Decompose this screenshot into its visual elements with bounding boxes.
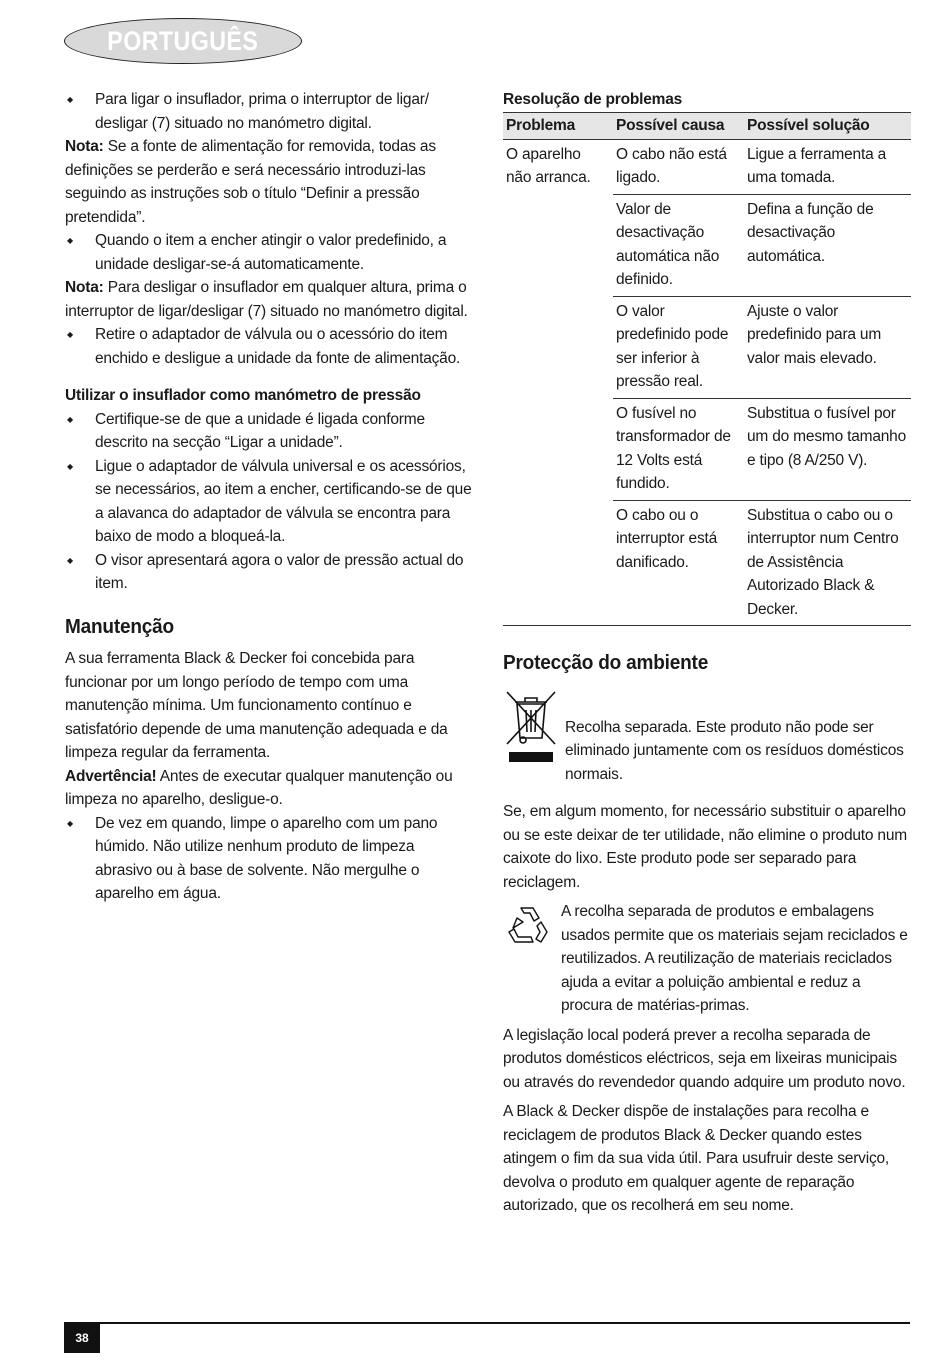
table-cell-problem [503, 500, 613, 626]
page-number: 38 [64, 1323, 100, 1353]
table-header-solution: Possível solução [744, 112, 911, 139]
bullet-switch-on: ◆ Para ligar o insuflador, prima o interruptor de ligar/ desligar (7) situado no manómetro digital. [65, 88, 475, 135]
left-column [65, 88, 475, 906]
table-cell-solution: Substitua o cabo ou o interruptor num Centro de Assistência Autorizado Black & Decker. [744, 500, 911, 626]
table-cell-cause: Valor de desactivação automática não definido. [613, 194, 744, 296]
disposal-paragraph: Se, em algum momento, for necessário substituir o aparelho ou se este deixar de ter utilidade, não elimine o produto num caixote do lixo. Este produto pode ser separado para reciclagem. [503, 803, 907, 891]
table-cell-solution: Ajuste o valor predefinido para um valor mais elevado. [744, 296, 911, 398]
table-row [503, 398, 911, 500]
crossed-bin-icon [503, 688, 565, 787]
table-cell-cause: O cabo não está ligado. [616, 145, 727, 186]
table-row [503, 500, 911, 626]
table-cell-solution: Ligue a ferramenta a uma tomada. [747, 145, 887, 186]
table-cell-solution: Defina a função de desactivação automática. [744, 194, 911, 296]
troubleshooting-table [503, 112, 911, 627]
bullet-gauge-display: ◆ O visor apresentará agora o valor de pressão actual do item. [65, 549, 475, 596]
language-label: PORTUGUÊS [107, 25, 259, 56]
bullet-cleaning: ◆ De vez em quando, limpe o aparelho com um pano húmido. Não utilize nenhum produto de limpeza abrasivo ou à base de solvente. Não mergulhe o aparelho em água. [65, 812, 475, 906]
table-cell-cause: O cabo ou o interruptor está danificado. [613, 500, 744, 626]
table-cell-cause: O valor predefinido pode ser inferior à pressão real. [613, 296, 744, 398]
recycle-text: A recolha separada de produtos e embalagens usados permite que os materiais sejam reciclados e reutilizados. A reutilização de materiais reciclados ajuda a evitar a poluição ambiental e reduz a procura de matérias-primas. [561, 903, 908, 1014]
weee-text: Recolha separada. Este produto não pode ser eliminado juntamente com os resíduos domésticos normais. [565, 718, 904, 783]
gauge-heading: Utilizar o insuflador como manómetro de pressão [65, 387, 421, 404]
recycle-block [503, 900, 913, 1018]
table-cell-problem [503, 398, 613, 500]
bullet-remove-adaptor: ◆ Retire o adaptador de válvula ou o acessório do item enchido e desligue a unidade da fonte de alimentação. [65, 323, 475, 370]
weee-block [503, 688, 913, 787]
table-row [503, 296, 911, 398]
language-badge [64, 18, 302, 64]
table-row [503, 139, 911, 194]
right-column [503, 88, 913, 1218]
table-header-problem: Problema [503, 112, 613, 139]
table-cell-solution: Substitua o fusível por um do mesmo tamanho e tipo (8 A/250 V). [744, 398, 911, 500]
collection-paragraph: A Black & Decker dispõe de instalações para recolha e reciclagem de produtos Black & Decker quando estes atingem o fim da sua vida útil. Para usufruir deste serviço, devolva o produto em qualquer agente de reparação autorizado, que os recolherá em seu nome. [503, 1103, 890, 1214]
table-cell-problem [503, 194, 613, 296]
warning-paragraph: Advertência! Antes de executar qualquer manutenção ou limpeza no aparelho, desligue-o. [65, 767, 453, 808]
note-power-removed: Nota: Se a fonte de alimentação for removida, todas as definições se perderão e será necessário introduzi-las seguindo as instruções sob o título “Definir a pressão pretendida”. [65, 138, 436, 226]
environment-heading: Protecção do ambiente [503, 652, 709, 674]
table-header-cause: Possível causa [613, 112, 744, 139]
legislation-paragraph: A legislação local poderá prever a recolha separada de produtos domésticos eléctricos, seja em lixeiras municipais ou através do revendedor quando adquire um produto novo. [503, 1026, 906, 1091]
maintenance-text: A sua ferramenta Black & Decker foi concebida para funcionar por um longo período de tempo com uma manutenção mínima. Um funcionamento contínuo e satisfatório depende de uma manutenção adequada e da limpeza regular da ferramenta. [65, 650, 448, 761]
bullet-gauge-connect: ◆ Certifique-se de que a unidade é ligada conforme descrito na secção “Ligar a unidade”. [65, 408, 475, 455]
footer-rule [64, 1322, 910, 1324]
table-row [503, 194, 911, 296]
bullet-auto-off: ◆ Quando o item a encher atingir o valor predefinido, a unidade desligar-se-á automaticamente. [65, 229, 475, 276]
bullet-gauge-valve: ◆ Ligue o adaptador de válvula universal e os acessórios, se necessários, ao item a encher, certificando-se de que a alavanca do adaptador de válvula se encontra para baixo de modo a bloqueá-la. [65, 455, 475, 549]
table-cell-problem [503, 296, 613, 398]
table-cell-cause: O fusível no transformador de 12 Volts está fundido. [613, 398, 744, 500]
maintenance-heading: Manutenção [65, 615, 174, 638]
table-cell-problem: O aparelho não arranca. [506, 145, 591, 186]
note-switch-off: Nota: Para desligar o insuflador em qualquer altura, prima o interruptor de ligar/desligar (7) situado no manómetro digital. [65, 279, 468, 320]
recycle-icon [503, 900, 561, 1018]
troubleshooting-heading: Resolução de problemas [503, 91, 683, 108]
